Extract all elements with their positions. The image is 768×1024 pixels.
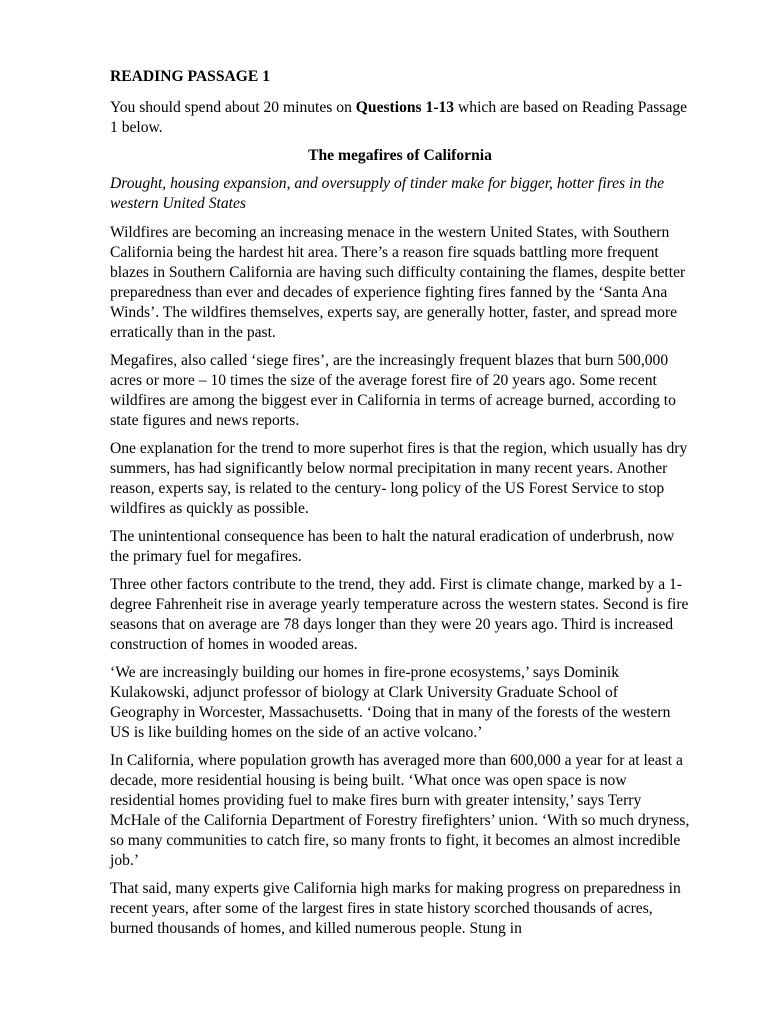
paragraph-7: In California, where population growth has averaged more than 600,000 a year for at least a decade, more residential housing is being built. ‘What once was open space is now residential homes providing fuel to make fires burn with greater intensity,’ says Terry McHale of the California Department of Forestry firefighters’ union. ‘With so much dryness, so many communities to catch fire, so many fronts to fight, it becomes an almost incredible job.’ [110,752,690,869]
paragraph-5: Three other factors contribute to the trend, they add. First is climate change, marked by a 1-degree Fahrenheit rise in average yearly temperature across the western states. Second is fire seasons that on average are 78 days longer than they were 20 years ago. Third is increased construction of homes in wooded areas. [110,576,689,653]
instruction-text [110,98,690,138]
instruction-questions: Questions 1-13 [355,99,455,116]
reading-passage-page [110,66,690,947]
paragraph-2: Megafires, also called ‘siege fires’, are the increasingly frequent blazes that burn 500,000 acres or more – 10 times the size of the average forest fire of 20 years ago. Some recent wildfires are among the biggest ever in California in terms of acreage burned, according to state figures and news reports. [110,352,676,429]
paragraph-6: ‘We are increasingly building our homes in fire-prone ecosystems,’ says Dominik Kulakowski, adjunct professor of biology at Clark University Graduate School of Geography in Worcester, Massachusetts. ‘Doing that in many of the forests of the western US is like building homes on the side of an active volcano.’ [110,664,671,741]
passage-heading: READING PASSAGE 1 [110,68,271,85]
paragraph-3: One explanation for the trend to more superhot fires is that the region, which usually has dry summers, has had significantly below normal precipitation in many recent years. Another reason, experts say, is related to the century- long policy of the US Forest Service to stop wildfires as quickly as possible. [110,440,688,517]
article-title: The megafires of California [308,147,492,164]
paragraph-8: That said, many experts give California high marks for making progress on preparedness in recent years, after some of the largest fires in state history scorched thousands of acres, burned thousands of homes, and killed numerous people. Stung in [110,880,681,937]
paragraph-4: The unintentional consequence has been to halt the natural eradication of underbrush, now the primary fuel for megafires. [110,528,675,565]
paragraph-1: Wildfires are becoming an increasing menace in the western United States, with Southern California being the hardest hit area. There’s a reason fire squads battling more frequent blazes in Southern California are having such difficulty containing the flames, despite better preparedness than ever and decades of experience fighting fires fanned by the ‘Santa Ana Winds’. The wildfires themselves, experts say, are generally hotter, faster, and spread more erratically than in the past. [110,224,686,341]
instruction-before: You should spend about 20 minutes on [110,99,356,116]
instruction-after: which are based on Reading Passage 1 below. [110,99,688,136]
article-subtitle: Drought, housing expansion, and oversupply of tinder make for bigger, hotter fires in the western United States [110,175,665,212]
